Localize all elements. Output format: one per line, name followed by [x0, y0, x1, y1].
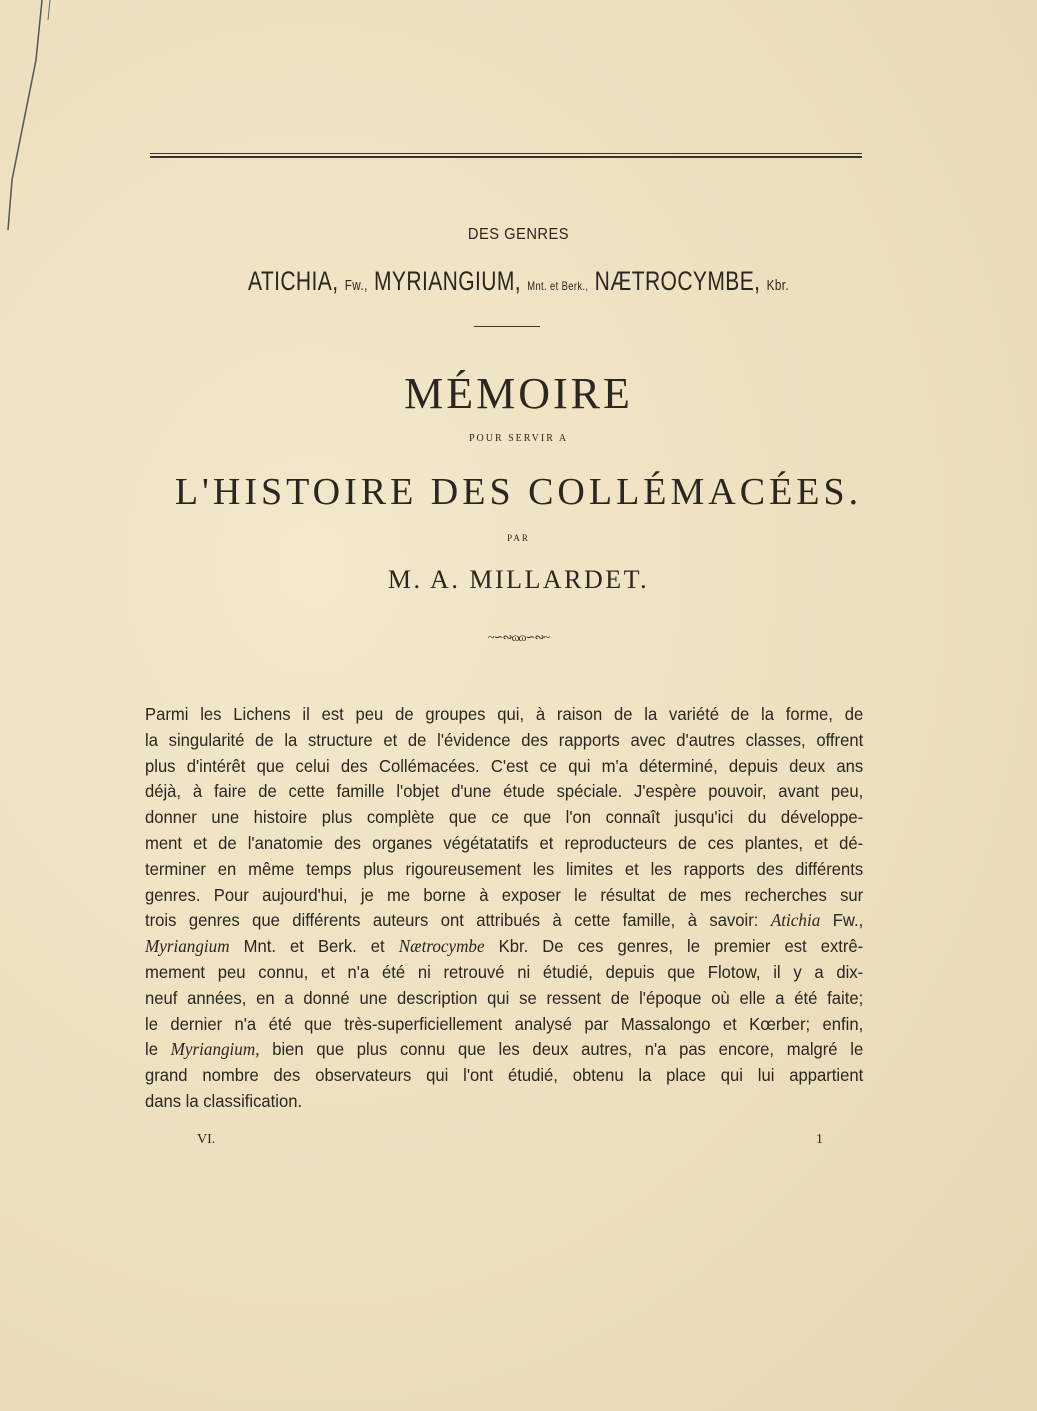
genus-italic: Myriangium [145, 936, 230, 957]
genus-italic: Myriangium, [170, 1039, 260, 1060]
body-line: déjà, à faire de cette famille l'objet d'une étude spéciale. J'espère pouvoir, avant peu, [145, 781, 864, 802]
page-title: MÉMOIRE [404, 369, 633, 418]
genus-myriangium: MYRIANGIUM, [373, 266, 522, 296]
kicker-heading: DES GENRES [467, 226, 570, 243]
body-line: la singularité de la structure et de l'évidence des rapports avec d'autres classes, offrent [145, 729, 864, 750]
body-text-segment: Kbr. De ces genres, le premier est extrê- [498, 936, 864, 957]
page-edge-mark [0, 0, 60, 260]
body-line: dans la classification. [145, 1090, 303, 1111]
authority-atichia: Fw., [344, 277, 368, 294]
authority-naetrocymbe: Kbr. [766, 277, 790, 294]
page-number: 1 [816, 1132, 823, 1147]
body-line: donner une histoire plus complète que ce que l'on connaît jusqu'ici du développe- [145, 807, 864, 828]
body-line: ment et de l'anatomie des organes végétatatifs et reproducteurs de ces plantes, et dé- [145, 832, 864, 853]
body-text-segment: le [145, 1039, 158, 1060]
body-line: le dernier n'a été que très-superficiellement analysé par Massalongo et Kœrber; enfin, [145, 1013, 864, 1034]
authority-myriangium: Mnt. et Berk., [527, 279, 589, 293]
body-line [145, 1037, 863, 1063]
genus-italic: Nætrocymbe [398, 936, 485, 957]
body-line: genres. Pour aujourd'hui, je me borne à exposer le résultat de mes recherches sur [145, 884, 864, 905]
body-line: plus d'intérêt que celui des Collémacées. C'est ce qui m'a déterminé, depuis deux ans [145, 755, 864, 776]
by-line-label: PAR [507, 533, 530, 543]
author-name: M. A. MILLARDET. [387, 565, 650, 594]
ornament-divider: ~∽∾ɷɷ∽∾~ [488, 630, 549, 644]
header-double-rule [150, 153, 862, 158]
genus-italic: Atichia [770, 910, 821, 931]
title-subject: L'HISTOIRE DES COLLÉMACÉES. [174, 471, 863, 513]
body-paragraph [145, 702, 863, 1115]
genera-heading [114, 266, 923, 297]
signature-mark: VI. [197, 1132, 216, 1147]
body-line: grand nombre des observateurs qui l'ont étudié, obtenu la place qui lui appartient [145, 1065, 864, 1086]
genus-atichia: ATICHIA, [247, 266, 339, 296]
body-text-segment: Fw., [832, 910, 864, 931]
short-divider [474, 326, 540, 327]
title-connector: POUR SERVIR A [468, 433, 569, 444]
body-text-segment: Mnt. et Berk. et [243, 936, 385, 957]
body-line: mement peu connu, et n'a été ni retrouvé ni étudié, depuis que Flotow, il y a dix- [145, 961, 864, 982]
body-line: neuf années, en a donné une description qui se ressent de l'époque où elle a été faite; [145, 987, 864, 1008]
body-text-segment: trois genres que différents auteurs ont attribués à cette famille, à savoir: [145, 910, 759, 931]
body-line: terminer en même temps plus rigoureusement les limites et les rapports des différents [145, 858, 864, 879]
genus-naetrocymbe: NÆTROCYMBE, [594, 266, 761, 296]
body-text-segment: bien que plus connu que les deux autres, n'a pas encore, malgré le [272, 1039, 864, 1060]
body-line [145, 934, 863, 960]
body-line: Parmi les Lichens il est peu de groupes qui, à raison de la variété de la forme, de [145, 704, 864, 724]
body-line [145, 908, 863, 934]
